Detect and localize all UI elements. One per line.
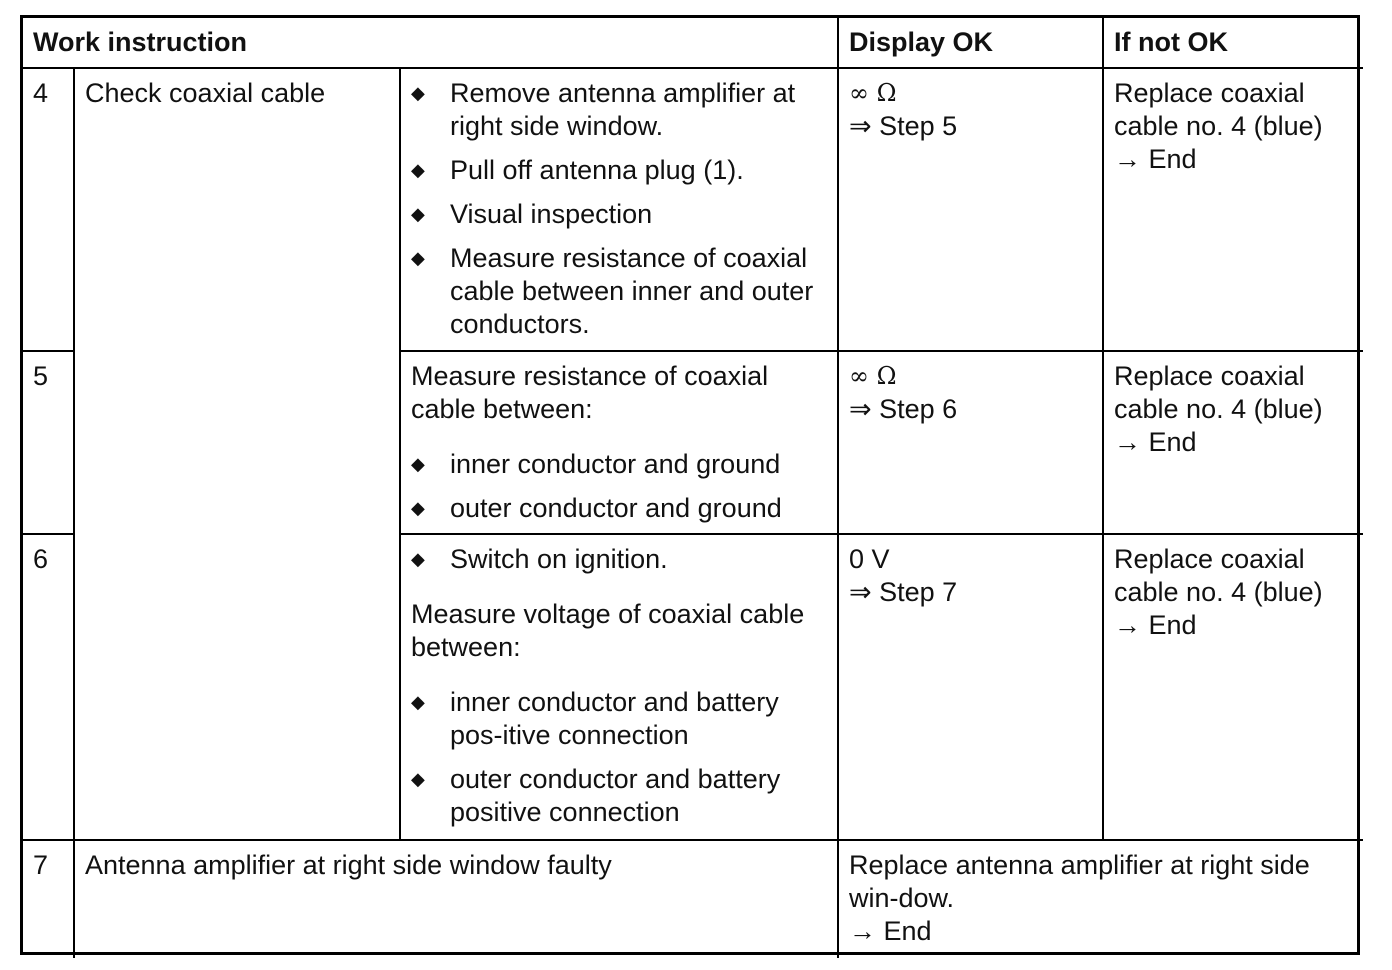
if-not-ok-end: → End xyxy=(1114,144,1197,174)
step-number-7: 7 xyxy=(23,841,75,958)
diamond-bullet-icon: ◆ xyxy=(411,83,425,103)
diamond-bullet-icon: ◆ xyxy=(411,769,425,789)
if-not-ok-line: Replace coaxial xyxy=(1114,361,1305,391)
list-item xyxy=(411,448,827,481)
bullet-text: inner conductor and ground xyxy=(450,449,781,479)
step-4-instructions xyxy=(401,69,839,352)
display-ok-next-step: ⇒ Step 6 xyxy=(849,394,958,424)
diamond-bullet-icon: ◆ xyxy=(411,498,425,518)
list-item xyxy=(411,198,827,231)
display-ok-value: ∞ Ω xyxy=(849,362,897,390)
if-not-ok-line: Replace coaxial xyxy=(1114,78,1305,108)
display-ok-next-step: ⇒ Step 7 xyxy=(849,577,958,607)
bullet-text: Remove antenna amplifier at right side window. xyxy=(450,78,796,141)
list-item xyxy=(411,77,827,143)
step-number-4: 4 xyxy=(23,69,75,352)
bullet-text: Pull off antenna plug (1). xyxy=(450,155,744,185)
if-not-ok-end: → End xyxy=(1114,427,1197,457)
step-number-5: 5 xyxy=(23,352,75,535)
list-item xyxy=(411,543,827,576)
header-if-not-ok-label: If not OK xyxy=(1114,27,1228,57)
header-work-instruction-label: Work instruction xyxy=(33,27,248,57)
display-ok-value: 0 V xyxy=(849,544,890,574)
if-not-ok-end: → End xyxy=(1114,610,1197,640)
diamond-bullet-icon: ◆ xyxy=(411,248,425,268)
step-7-end: → End xyxy=(849,916,932,946)
step-5-display-ok xyxy=(839,352,1104,535)
list-item xyxy=(411,492,827,525)
instruction-intro: Measure resistance of coaxial cable between: xyxy=(411,361,769,424)
diamond-bullet-icon: ◆ xyxy=(411,204,425,224)
if-not-ok-line: Replace coaxial xyxy=(1114,544,1305,574)
header-display-ok-label: Display OK xyxy=(849,27,994,57)
bullet-text: outer conductor and ground xyxy=(450,493,782,523)
step-5-if-not-ok xyxy=(1104,352,1363,535)
step-7-label: Antenna amplifier at right side window faulty xyxy=(75,841,839,958)
bullet-text: Visual inspection xyxy=(450,199,653,229)
check-coaxial-cable-label: Check coaxial cable xyxy=(75,69,401,841)
bullet-text: Measure resistance of coaxial cable between inner and outer conductors. xyxy=(450,243,814,339)
header-display-ok xyxy=(839,18,1104,69)
if-not-ok-line: cable no. 4 (blue) xyxy=(1114,394,1323,424)
list-item xyxy=(411,154,827,187)
display-ok-next-step: ⇒ Step 5 xyxy=(849,111,958,141)
step-6-if-not-ok xyxy=(1104,535,1363,841)
bullet-text: outer conductor and battery positive connection xyxy=(450,764,781,827)
header-work-instruction xyxy=(23,18,839,69)
list-item xyxy=(411,686,827,752)
step-5-instructions xyxy=(401,352,839,535)
step-6-instructions xyxy=(401,535,839,841)
step-7-action xyxy=(839,841,1363,958)
display-ok-value: ∞ Ω xyxy=(849,79,897,107)
diamond-bullet-icon: ◆ xyxy=(411,160,425,180)
step-7-action-text: Replace antenna amplifier at right side win-dow. xyxy=(849,850,1310,913)
diamond-bullet-icon: ◆ xyxy=(411,549,425,569)
diamond-bullet-icon: ◆ xyxy=(411,454,425,474)
list-item xyxy=(411,763,827,829)
header-if-not-ok xyxy=(1104,18,1363,69)
step-4-display-ok xyxy=(839,69,1104,352)
list-item xyxy=(411,242,827,341)
bullet-text: inner conductor and battery pos-itive connection xyxy=(450,687,779,750)
step-number-6: 6 xyxy=(23,535,75,841)
step-6-display-ok xyxy=(839,535,1104,841)
work-instruction-table xyxy=(20,15,1360,955)
if-not-ok-line: cable no. 4 (blue) xyxy=(1114,577,1323,607)
if-not-ok-line: cable no. 4 (blue) xyxy=(1114,111,1323,141)
diamond-bullet-icon: ◆ xyxy=(411,692,425,712)
bullet-text: Switch on ignition. xyxy=(450,544,668,574)
step-4-if-not-ok xyxy=(1104,69,1363,352)
instruction-intro: Measure voltage of coaxial cable between: xyxy=(411,599,805,662)
